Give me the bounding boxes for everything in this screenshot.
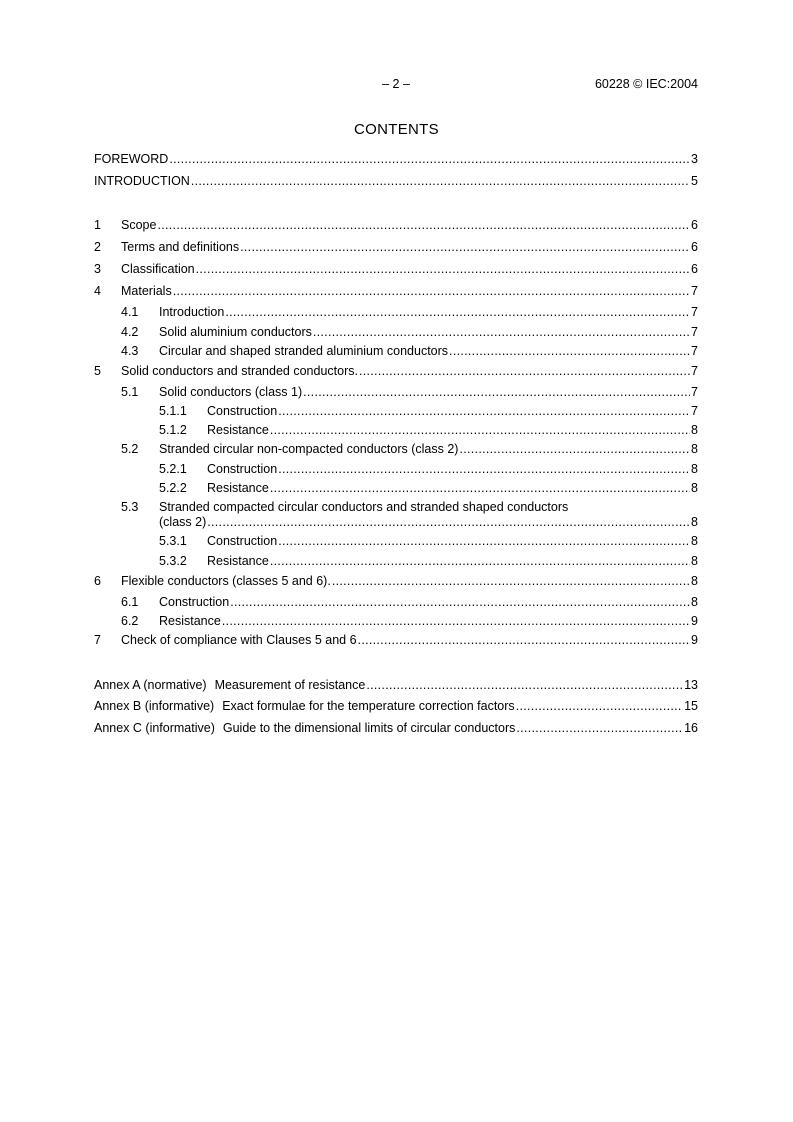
toc-page: 13 xyxy=(684,678,698,692)
toc-entry-5-1[interactable] xyxy=(121,385,698,401)
toc-page: 8 xyxy=(691,595,698,609)
dot-leader xyxy=(278,534,690,548)
toc-entry-5-2[interactable] xyxy=(121,442,698,458)
dot-leader xyxy=(459,442,690,456)
toc-number: 5.2.2 xyxy=(159,481,187,495)
dot-leader xyxy=(169,152,690,166)
toc-page: 7 xyxy=(691,364,698,378)
toc-number: 5.3.1 xyxy=(159,534,187,548)
toc-label: Resistance xyxy=(207,554,269,568)
toc-label: Construction xyxy=(207,534,278,548)
toc-label: Resistance xyxy=(159,614,221,628)
toc-label: Introduction xyxy=(159,305,225,319)
dot-leader xyxy=(366,678,683,692)
toc-entry-4-1[interactable] xyxy=(121,305,698,321)
dot-leader xyxy=(222,614,690,628)
toc-entry-5-1-2[interactable] xyxy=(159,423,698,439)
toc-page: 8 xyxy=(691,442,698,456)
toc-label: Flexible conductors (classes 5 and 6). xyxy=(121,574,331,588)
toc-number: 5.3 xyxy=(121,500,139,514)
toc-label: INTRODUCTION xyxy=(94,174,190,188)
toc-page: 3 xyxy=(691,152,698,166)
toc-entry-annex-b[interactable] xyxy=(94,699,698,715)
toc-label: Check of compliance with Clauses 5 and 6 xyxy=(121,633,357,647)
toc-entry-7[interactable] xyxy=(94,633,698,649)
toc-entry-5[interactable] xyxy=(94,364,698,380)
toc-number: 5.2 xyxy=(121,442,139,456)
dot-leader xyxy=(207,515,690,529)
dot-leader xyxy=(303,385,690,399)
toc-number: 4 xyxy=(94,284,101,298)
toc-page: 8 xyxy=(691,462,698,476)
page-header xyxy=(94,77,698,93)
toc-label: Guide to the dimensional limits of circular conductors xyxy=(222,721,516,735)
toc-entry-annex-a[interactable] xyxy=(94,678,698,694)
toc-entry-4[interactable] xyxy=(94,284,698,300)
toc-label: Construction xyxy=(207,404,278,418)
annex-prefix: Annex C (informative) xyxy=(94,721,215,735)
dot-leader xyxy=(359,364,690,378)
dot-leader xyxy=(173,284,690,298)
toc-number: 4.1 xyxy=(121,305,139,319)
toc-entry-5-3-1[interactable] xyxy=(159,534,698,550)
toc-number: 4.2 xyxy=(121,325,139,339)
toc-label: Stranded circular non-compacted conductors (class 2) xyxy=(159,442,459,456)
toc-page: 8 xyxy=(691,423,698,437)
toc-entry-foreword[interactable] xyxy=(94,152,698,168)
toc-number: 5.3.2 xyxy=(159,554,187,568)
dot-leader xyxy=(191,174,690,188)
document-id: 60228 © IEC:2004 xyxy=(594,77,698,91)
dot-leader xyxy=(516,721,683,735)
toc-number: 6 xyxy=(94,574,101,588)
toc-page: 7 xyxy=(691,325,698,339)
dot-leader xyxy=(225,305,690,319)
toc-label: Construction xyxy=(159,595,230,609)
toc-label: Solid conductors (class 1) xyxy=(159,385,303,399)
toc-label: FOREWORD xyxy=(94,152,169,166)
toc-label: Measurement of resistance xyxy=(214,678,366,692)
dot-leader xyxy=(230,595,690,609)
toc-page: 6 xyxy=(691,240,698,254)
toc-entry-1[interactable] xyxy=(94,218,698,234)
dot-leader xyxy=(270,423,690,437)
dot-leader xyxy=(278,404,690,418)
toc-label: Classification xyxy=(121,262,195,276)
toc-page: 16 xyxy=(684,721,698,735)
toc-entry-5-2-2[interactable] xyxy=(159,481,698,497)
toc-number: 6.1 xyxy=(121,595,139,609)
toc-entry-annex-c[interactable] xyxy=(94,721,698,737)
toc-entry-5-3-2[interactable] xyxy=(159,554,698,570)
toc-label: Construction xyxy=(207,462,278,476)
toc-number: 2 xyxy=(94,240,101,254)
toc-label: Circular and shaped stranded aluminium conductors xyxy=(159,344,449,358)
toc-number: 6.2 xyxy=(121,614,139,628)
toc-label: Exact formulae for the temperature correction factors xyxy=(222,699,515,713)
toc-entry-6[interactable] xyxy=(94,574,698,590)
toc-label: Terms and definitions xyxy=(121,240,240,254)
toc-number: 5.1.1 xyxy=(159,404,187,418)
toc-label: Solid aluminium conductors xyxy=(159,325,312,339)
dot-leader xyxy=(332,574,690,588)
toc-label: Stranded compacted circular conductors and stranded shaped conductors xyxy=(159,500,569,514)
toc-number: 1 xyxy=(94,218,101,232)
toc-number: 3 xyxy=(94,262,101,276)
toc-page: 6 xyxy=(691,262,698,276)
dot-leader xyxy=(157,218,690,232)
toc-entry-6-1[interactable] xyxy=(121,595,698,611)
toc-page: 6 xyxy=(691,218,698,232)
toc-page: 8 xyxy=(691,554,698,568)
dot-leader xyxy=(278,462,690,476)
toc-page: 7 xyxy=(691,404,698,418)
toc-entry-4-3[interactable] xyxy=(121,344,698,360)
toc-page: 9 xyxy=(691,614,698,628)
dot-leader xyxy=(358,633,691,647)
page-number: – 2 – xyxy=(382,77,410,91)
dot-leader xyxy=(196,262,690,276)
toc-entry-2[interactable] xyxy=(94,240,698,256)
toc-number: 7 xyxy=(94,633,101,647)
toc-page: 5 xyxy=(691,174,698,188)
toc-page: 8 xyxy=(691,574,698,588)
annex-prefix: Annex B (informative) xyxy=(94,699,215,713)
toc-entry-5-3[interactable] xyxy=(121,500,698,530)
dot-leader xyxy=(270,554,690,568)
toc-number: 5.1 xyxy=(121,385,139,399)
toc-label-continued: (class 2) xyxy=(159,515,207,529)
dot-leader xyxy=(270,481,690,495)
toc-page: 7 xyxy=(691,305,698,319)
toc-page: 7 xyxy=(691,344,698,358)
toc-number: 5.1.2 xyxy=(159,423,187,437)
toc-label: Scope xyxy=(121,218,157,232)
toc-number: 5.2.1 xyxy=(159,462,187,476)
dot-leader xyxy=(449,344,690,358)
toc-entry-5-2-1[interactable] xyxy=(159,462,698,478)
page-title: CONTENTS xyxy=(354,121,439,138)
toc-entry-4-2[interactable] xyxy=(121,325,698,341)
toc-page: 9 xyxy=(691,633,698,647)
toc-page: 8 xyxy=(691,481,698,495)
toc-entry-introduction[interactable] xyxy=(94,174,698,190)
toc-number: 5 xyxy=(94,364,101,378)
toc-page: 7 xyxy=(691,385,698,399)
toc-label: Resistance xyxy=(207,481,269,495)
annex-prefix: Annex A (normative) xyxy=(94,678,207,692)
toc-page: 8 xyxy=(691,515,698,529)
toc-entry-3[interactable] xyxy=(94,262,698,278)
toc-entry-6-2[interactable] xyxy=(121,614,698,630)
dot-leader xyxy=(240,240,690,254)
toc-page: 7 xyxy=(691,284,698,298)
toc-page: 8 xyxy=(691,534,698,548)
toc-number: 4.3 xyxy=(121,344,139,358)
toc-entry-5-1-1[interactable] xyxy=(159,404,698,420)
toc-page: 15 xyxy=(684,699,698,713)
toc-label: Solid conductors and stranded conductors. xyxy=(121,364,358,378)
dot-leader xyxy=(516,699,683,713)
toc-label: Materials xyxy=(121,284,172,298)
toc-label: Resistance xyxy=(207,423,269,437)
dot-leader xyxy=(313,325,690,339)
